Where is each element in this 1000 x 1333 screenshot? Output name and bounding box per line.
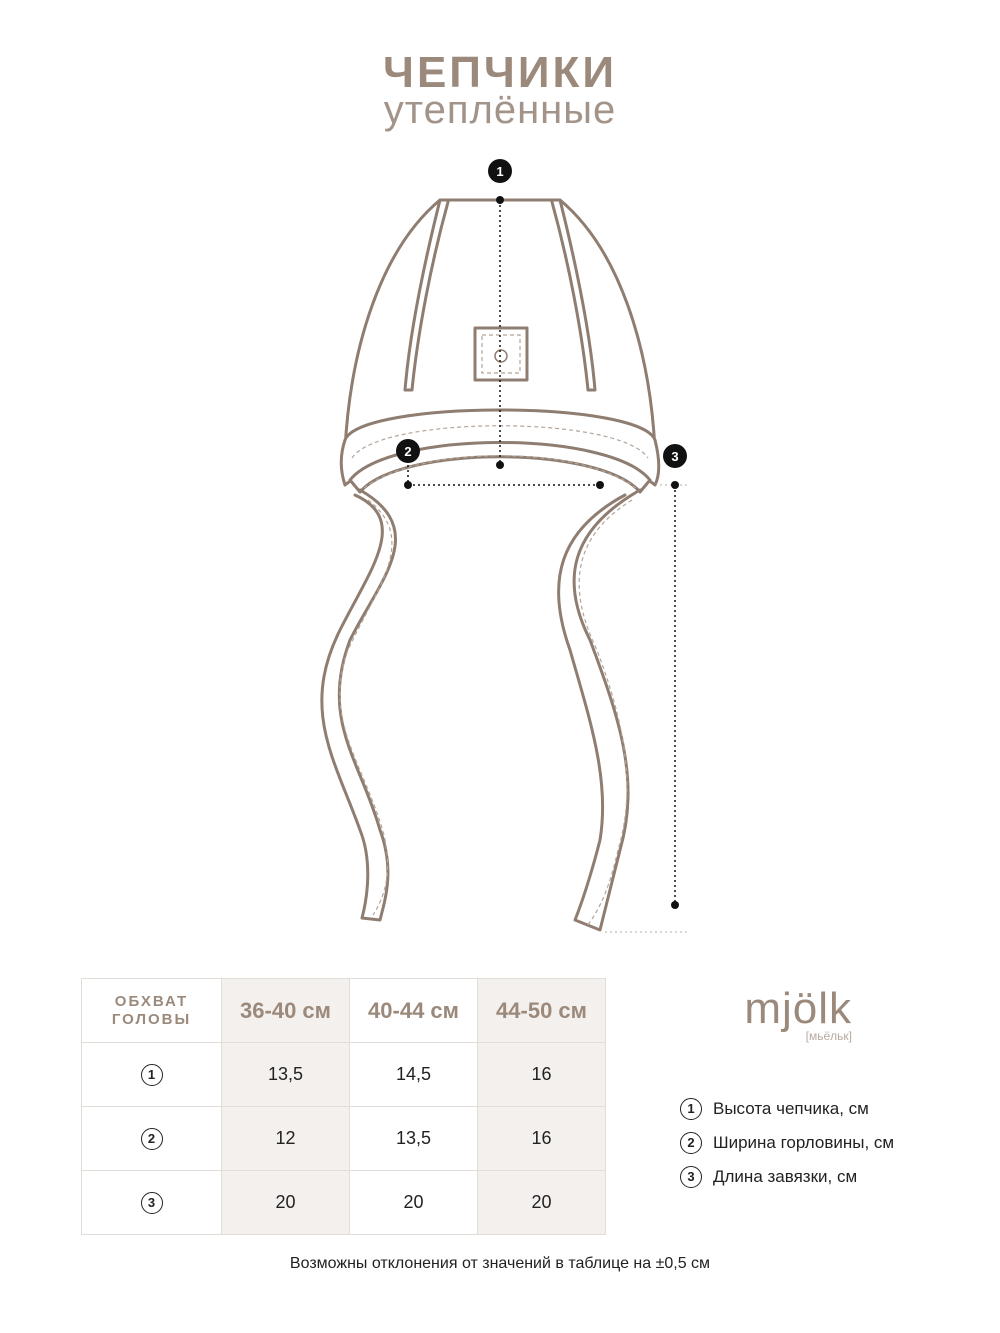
number-badge-icon: 1 — [141, 1064, 163, 1086]
table-cell: 13,5 — [350, 1107, 478, 1171]
header-size: 36-40 см — [222, 979, 350, 1043]
legend-item — [680, 1126, 894, 1160]
tie-right — [559, 490, 640, 930]
number-badge-icon: 3 — [141, 1192, 163, 1214]
legend-label: Высота чепчика, см — [713, 1099, 869, 1118]
number-badge-icon: 2 — [680, 1132, 702, 1154]
svg-text:2: 2 — [404, 444, 412, 459]
legend — [680, 1092, 894, 1194]
marker-1 — [488, 159, 512, 183]
brand-logo — [722, 985, 852, 1043]
number-badge-icon: 3 — [680, 1166, 702, 1188]
bonnet-diagram — [280, 150, 720, 950]
table-cell: 20 — [222, 1171, 350, 1235]
header-label: ОБХВАТ ГОЛОВЫ — [82, 979, 222, 1043]
header-size: 40-44 см — [350, 979, 478, 1043]
svg-text:3: 3 — [671, 449, 679, 464]
table-cell: 13,5 — [222, 1043, 350, 1107]
svg-text:1: 1 — [496, 164, 504, 179]
number-badge-icon: 2 — [141, 1128, 163, 1150]
page-title: ЧЕПЧИКИ — [383, 48, 617, 97]
page-subtitle: утеплённые — [383, 88, 617, 132]
header-size: 44-50 см — [478, 979, 606, 1043]
legend-item — [680, 1092, 894, 1126]
marker-3 — [663, 444, 687, 468]
table-row — [82, 1107, 606, 1171]
legend-label: Длина завязки, см — [713, 1167, 858, 1186]
table-cell: 16 — [478, 1043, 606, 1107]
table-row — [82, 1171, 606, 1235]
brand-name: mjölk — [744, 984, 852, 1033]
footnote: Возможны отклонения от значений в таблице на ±0,5 см — [289, 1255, 711, 1272]
tie-left — [322, 490, 396, 920]
table-cell: 12 — [222, 1107, 350, 1171]
number-badge-icon: 1 — [680, 1098, 702, 1120]
table-cell: 20 — [478, 1171, 606, 1235]
logo-patch — [475, 328, 527, 380]
table-cell: 20 — [350, 1171, 478, 1235]
legend-item — [680, 1160, 894, 1194]
size-table — [81, 978, 606, 1235]
table-cell: 16 — [478, 1107, 606, 1171]
legend-label: Ширина горловины, см — [713, 1133, 895, 1152]
row-marker — [82, 1043, 222, 1107]
table-row — [82, 1043, 606, 1107]
row-marker — [82, 1107, 222, 1171]
marker-2 — [396, 439, 420, 463]
table-header-row — [82, 979, 606, 1043]
row-marker — [82, 1171, 222, 1235]
table-cell: 14,5 — [350, 1043, 478, 1107]
brand-transcription: [мьёльк] — [805, 1029, 852, 1043]
